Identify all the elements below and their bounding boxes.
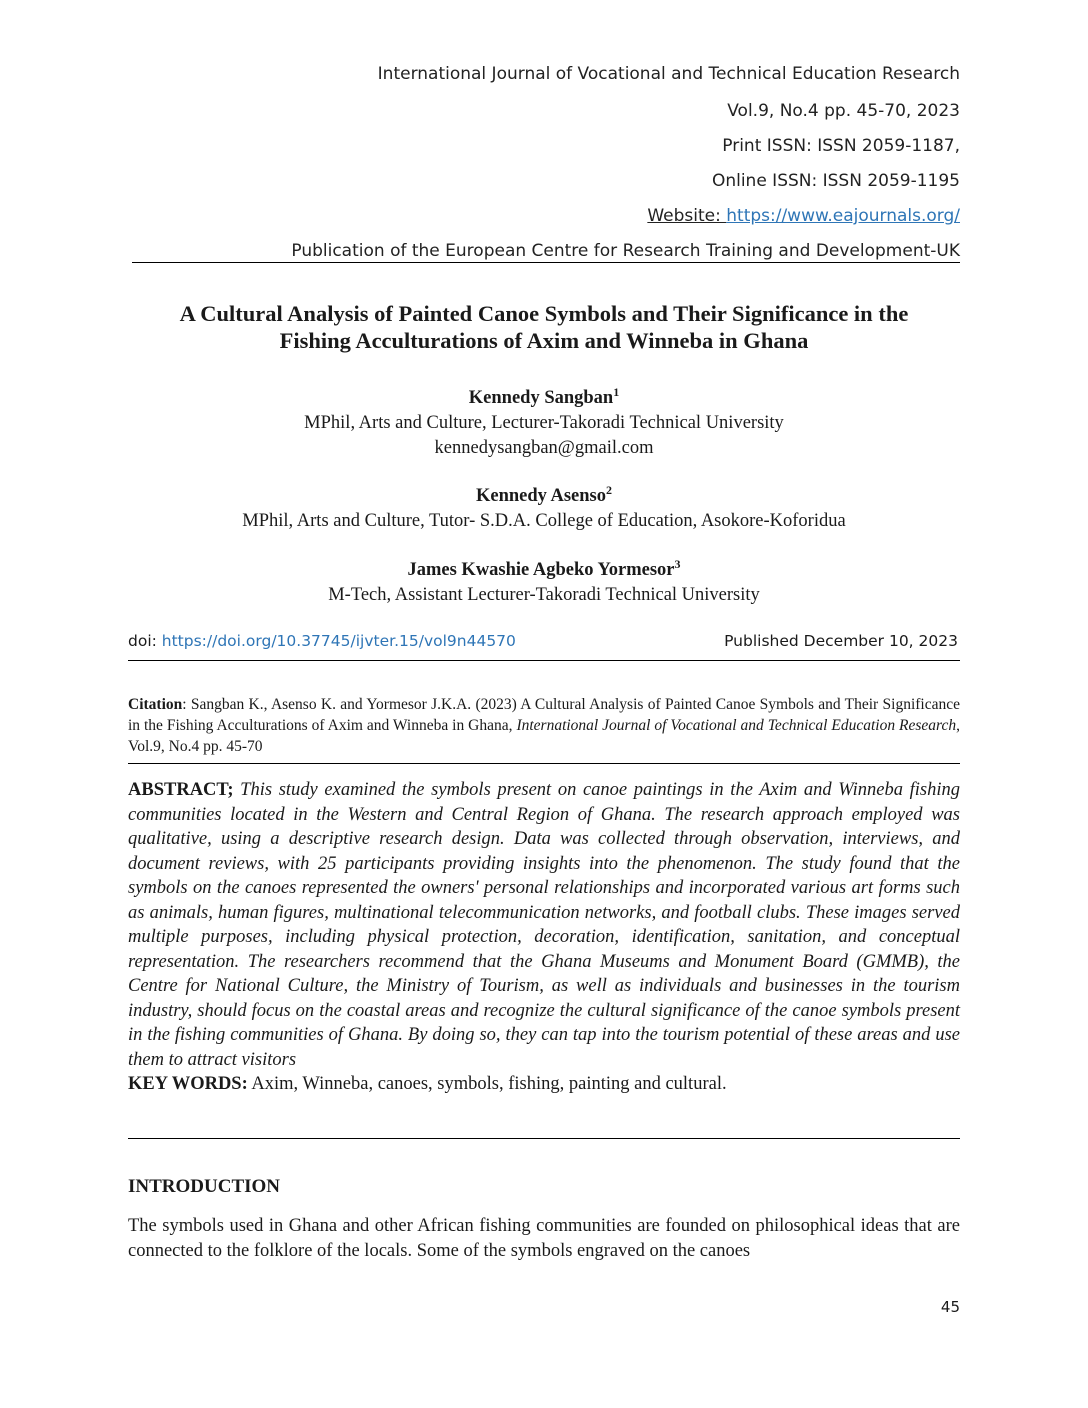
volume-info: Vol.9, No.4 pp. 45-70, 2023 (727, 101, 960, 121)
citation (128, 694, 960, 757)
paper-title (128, 300, 960, 354)
print-issn: Print ISSN: ISSN 2059-1187, (722, 136, 960, 156)
title-line-1: A Cultural Analysis of Painted Canoe Symbols and Their Significance in the (179, 301, 909, 326)
author-2-sup: 2 (606, 482, 613, 497)
author-2 (128, 484, 960, 534)
author-3-affiliation: M-Tech, Assistant Lecturer-Takoradi Technical University (328, 585, 760, 605)
website-line (130, 206, 960, 226)
author-3-sup: 3 (674, 556, 681, 571)
author-3-name: James Kwashie Agbeko Yormesor (407, 560, 675, 580)
page-number: 45 (940, 1298, 960, 1316)
author-1-sup: 1 (613, 384, 620, 399)
keywords-label: KEY WORDS: (128, 1074, 248, 1094)
title-line-2: Fishing Acculturations of Axim and Winneba in Ghana (279, 328, 809, 353)
website-label: Website: (647, 206, 727, 226)
doi-line (128, 632, 960, 650)
citation-journal: International Journal of Vocational and Technical Education Research (516, 717, 957, 734)
citation-divider (128, 763, 960, 764)
header-divider (132, 262, 960, 263)
doi-link[interactable]: https://doi.org/10.37745/ijvter.15/vol9n44570 (161, 632, 516, 650)
doi-label: doi: (128, 632, 162, 650)
author-2-name: Kennedy Asenso (475, 486, 607, 506)
doi-divider (128, 660, 960, 661)
abstract-label: ABSTRACT; (128, 780, 234, 800)
website-link[interactable]: https://www.eajournals.org/ (726, 206, 960, 226)
citation-tail: , Vol.9, No.4 pp. 45-70 (128, 717, 960, 755)
abstract-divider (128, 1138, 960, 1139)
author-1-email: kennedysangban@gmail.com (434, 438, 654, 458)
author-1-affiliation: MPhil, Arts and Culture, Lecturer-Takoradi Technical University (304, 413, 784, 433)
journal-name: International Journal of Vocational and Technical Education Research (377, 64, 960, 84)
introduction-heading: INTRODUCTION (128, 1176, 281, 1197)
author-1 (128, 386, 960, 461)
citation-label: Citation (128, 696, 183, 713)
author-2-affiliation: MPhil, Arts and Culture, Tutor- S.D.A. College of Education, Asokore-Koforidua (242, 511, 846, 531)
publisher-line: Publication of the European Centre for Research Training and Development-UK (291, 241, 960, 261)
citation-text: : Sangban K., Asenso K. and Yormesor J.K.A. (2023) A Cultural Analysis of Painted Canoe Symbols and Their Significance in the Fishing Acculturations of Axim and Winneba in Ghana, (128, 696, 960, 734)
abstract (128, 778, 960, 1097)
author-1-name: Kennedy Sangban (468, 388, 614, 408)
doi (128, 632, 516, 650)
author-3 (128, 558, 960, 608)
published-date: Published December 10, 2023 (724, 632, 958, 650)
online-issn: Online ISSN: ISSN 2059-1195 (711, 171, 960, 191)
introduction-text: The symbols used in Ghana and other African fishing communities are founded on philosophical ideas that are connected to the folklore of the locals. Some of the symbols engraved on the canoes (128, 1216, 960, 1261)
abstract-text: This study examined the symbols present on canoe paintings in the Axim and Winneba fishing communities located in the Western and Central Region of Ghana. The research approach employed was qualitative, using a descriptive research design. Data was collected through observation, interviews, and document reviews, with 25 participants providing insights into the phenomenon. The study found that the symbols on the canoes represented the owners' personal relationships and incorporated various art forms such as animals, human figures, multinational telecommunication networks, and football clubs. These images served multiple purposes, including physical protection, decoration, identification, sanitation, and conceptual representation. The researchers recommend that the Ghana Museums and Monument Board (GMMB), the Centre for National Culture, the Ministry of Tourism, as well as individuals and businesses in the tourism industry, should focus on the coastal areas and recognize the cultural significance of the canoe symbols present in the fishing communities of Ghana. By doing so, they can tap into the tourism potential of these areas and use them to attract visitors (128, 780, 960, 1070)
keywords-text: Axim, Winneba, canoes, symbols, fishing, painting and cultural. (247, 1074, 727, 1094)
keywords (128, 1072, 960, 1097)
